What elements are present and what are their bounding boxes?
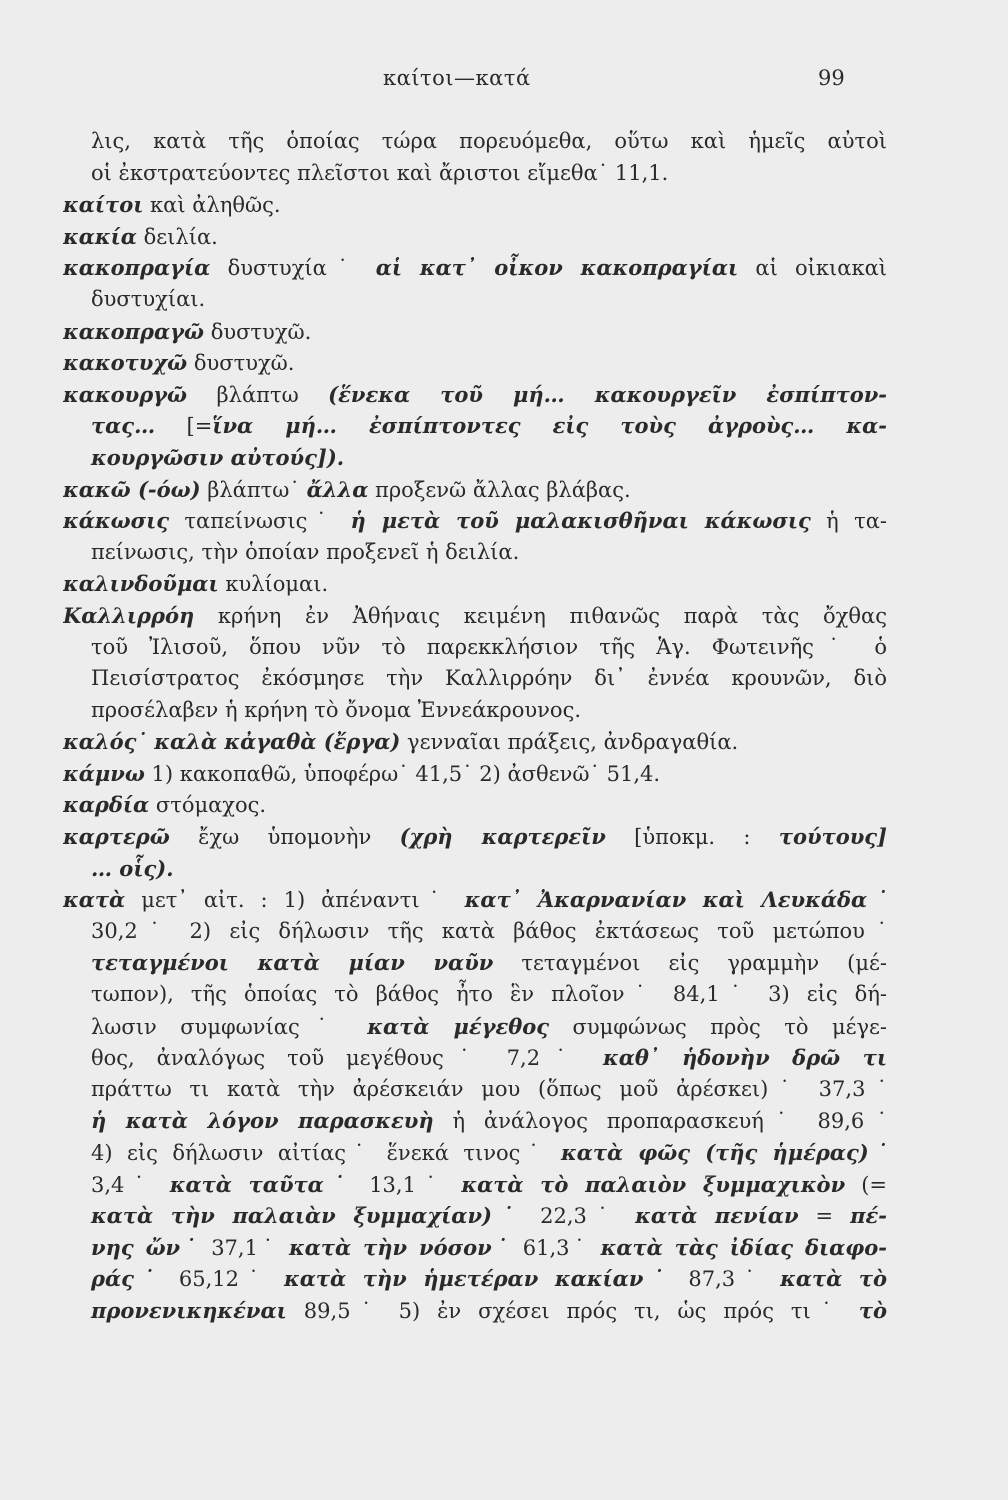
gloss-text: (= — [845, 1172, 887, 1197]
gloss-text: βλάπτω˙ — [200, 477, 307, 502]
text-line — [63, 1232, 887, 1264]
gloss-text: 1) κακοπαθῶ, ὑποφέρω˙ 41,5˙ 2) ἀσθενῶ˙ 51,4. — [144, 761, 661, 786]
gloss-text: 37,1˙ — [199, 1235, 290, 1260]
lemma-text: ἡ κατὰ λόγον παρασκευὴ — [91, 1108, 434, 1134]
gloss-text: Πεισίστρατος ἐκόσμησε τὴν Καλλιρρόην δι᾽ ἐννέα κρουνῶν, διὸ — [91, 666, 887, 691]
lemma-text: κακῶ (-όω) — [63, 476, 201, 502]
lemma-text: κακουργῶ — [63, 381, 188, 407]
gloss-text: 4) εἰς δήλωσιν αἰτίας˙ ἕνεκά τινος˙ — [91, 1141, 561, 1165]
running-title: καίτοι—κατά — [383, 66, 531, 90]
lemma-text: (ἕνεκα τοῦ μή… κακουργεῖν ἐσπίπτον- — [328, 381, 887, 407]
gloss-text: συμφώνως πρὸς τὸ μέγε- — [549, 1014, 887, 1039]
gloss-text: τοῦ Ἰλισοῦ, ὅπου νῦν τὸ παρεκκλήσιον τῆς Ἁγ. Φωτεινῆς˙ ὁ — [91, 634, 887, 659]
text-line — [63, 600, 887, 632]
lemma-text: κάμνω — [63, 760, 145, 786]
text-line — [63, 284, 887, 316]
lemma-text: … οἷς). — [91, 855, 174, 881]
text-line — [63, 1042, 887, 1074]
gloss-text: αἱ οἰκιακαὶ — [738, 256, 887, 281]
lemma-text: ἡ μετὰ τοῦ μαλακισθῆναι κάκωσις — [350, 508, 811, 534]
lemma-text: προνενικηκέναι — [91, 1297, 287, 1323]
gloss-text: [ὑποκμ. : — [605, 825, 779, 850]
lemma-text: καλινδοῦμαι — [63, 571, 219, 597]
gloss-text: καὶ ἀληθῶς. — [143, 193, 281, 218]
lemma-text: κακοπραγία — [63, 255, 211, 281]
text-line — [63, 758, 887, 790]
text-line — [63, 789, 887, 821]
gloss-text: λις, κατὰ τῆς ὁποίας τώρα πορευόμεθα, οὕτω καὶ ἡμεῖς αὐτοὶ — [91, 129, 887, 153]
gloss-text: βλάπτω — [187, 382, 329, 407]
lemma-text: νης ὤν˙ — [91, 1234, 200, 1260]
gloss-text: πράττω τι κατὰ τὴν ἀρέσκειάν μου (ὅπως μοῦ ἀρέσκει)˙ 37,3˙ — [91, 1076, 887, 1101]
gloss-text: 22,3˙ — [523, 1204, 636, 1229]
lemma-text: καθ᾽ ἡδονὴν δρῶ τι — [602, 1045, 887, 1071]
text-line — [63, 1137, 887, 1169]
text-line — [63, 726, 887, 758]
gloss-text: δυστυχία˙ — [210, 256, 376, 281]
lemma-text: ράς˙ — [91, 1266, 163, 1292]
lemma-text: κατὰ τὴν νόσον˙ — [289, 1234, 512, 1260]
gloss-text: κυλίομαι. — [218, 572, 329, 597]
lemma-text: τούτους] — [778, 824, 887, 850]
lemma-text: ἄλλα — [306, 476, 369, 502]
lemma-text: κατ᾽ Ἀκαρνανίαν καὶ Λευκάδα˙ — [464, 887, 887, 913]
lemma-text: αἱ κατ᾽ οἶκον κακοπραγίαι — [375, 255, 739, 281]
lemma-text: ἵνα μή… ἐσπίπτοντες εἰς τοὺς ἀγροὺς… κα- — [212, 413, 887, 439]
gloss-text: δυστυχίαι. — [91, 286, 206, 311]
gloss-text: ταπείνωσις˙ — [169, 509, 351, 534]
text-line — [63, 158, 887, 190]
lemma-text: τας… — [91, 413, 156, 439]
gloss-text: ἡ ἀνάλογος προπαρασκευή˙ 89,6˙ — [433, 1109, 887, 1134]
lemma-text: κατὰ πενίαν — [635, 1203, 799, 1229]
text-line — [63, 537, 887, 569]
text-line — [63, 1263, 887, 1295]
gloss-text: = — [798, 1204, 851, 1229]
gloss-text: μετ᾽ αἰτ. : 1) ἀπέναντι˙ — [125, 888, 465, 913]
page-number: 99 — [818, 66, 845, 90]
lemma-text: κάκωσις — [63, 508, 170, 534]
lemma-text: κουργῶσιν αὐτούς]). — [91, 444, 345, 470]
text-line — [63, 1169, 887, 1201]
page-body — [63, 126, 887, 1327]
lemma-text: κατὰ τὸ — [780, 1266, 887, 1292]
lemma-text: καρδία — [63, 792, 150, 818]
gloss-text: 13,1˙ — [353, 1172, 462, 1197]
gloss-text: κρήνη ἐν Ἀθήναις κειμένη πιθανῶς παρὰ τὰς ὄχθας — [194, 603, 887, 628]
text-line — [63, 632, 887, 664]
text-line — [63, 947, 887, 979]
lemma-text: κατὰ τὰς ἰδίας διαφο- — [600, 1234, 887, 1260]
gloss-text: τεταγμένοι εἰς γραμμὴν (μέ- — [493, 951, 887, 976]
gloss-text: 65,12˙ — [162, 1267, 284, 1292]
gloss-text: γενναῖαι πράξεις, ἀνδραγαθία. — [400, 730, 739, 755]
gloss-text: οἱ ἐκστρατεύοντες πλεῖστοι καὶ ἄριστοι εἴμεθα˙ 11,1. — [91, 160, 669, 185]
text-line — [63, 474, 887, 506]
gloss-text: προξενῶ ἄλλας βλάβας. — [368, 477, 631, 502]
lemma-text: κατὰ — [63, 887, 126, 913]
lemma-text: πέ- — [850, 1203, 887, 1229]
text-line — [63, 347, 887, 379]
text-line — [63, 126, 887, 158]
text-line — [63, 221, 887, 253]
lemma-text: κατὰ τὸ παλαιὸν ξυμμαχικὸν — [461, 1171, 846, 1197]
lemma-text: κατὰ φῶς (τῆς ἡμέρας)˙ — [560, 1140, 887, 1165]
text-line — [63, 316, 887, 348]
text-line — [63, 505, 887, 537]
lemma-text: κατὰ τὴν ἡμετέραν κακίαν˙ — [283, 1266, 673, 1292]
gloss-text: δυστυχῶ. — [204, 319, 312, 344]
text-line — [63, 1074, 887, 1106]
gloss-text: [= — [155, 414, 213, 439]
gloss-text: τωπον), τῆς ὁποίας τὸ βάθος ἦτο ἓν πλοῖον˙ 84,1˙ 3) εἰς δή- — [91, 982, 887, 1007]
text-line — [63, 1011, 887, 1043]
lemma-text: τὸ — [858, 1297, 887, 1323]
lemma-text: κατὰ μέγεθος — [367, 1013, 550, 1039]
text-line — [63, 410, 887, 442]
lemma-text: καίτοι — [63, 192, 144, 218]
text-line — [63, 189, 887, 221]
lemma-text: κατὰ ταῦτα˙ — [169, 1171, 354, 1197]
gloss-text: ἡ τα- — [810, 509, 887, 534]
gloss-text: 30,2˙ 2) εἰς δήλωσιν τῆς κατὰ βάθος ἐκτάσεως τοῦ μετώπου˙ — [91, 918, 887, 943]
gloss-text: στόμαχος. — [149, 793, 267, 818]
text-line — [63, 663, 887, 695]
text-line — [63, 379, 887, 411]
gloss-text: θος, ἀναλόγως τοῦ μεγέθους˙ 7,2˙ — [91, 1046, 603, 1071]
text-line — [63, 1295, 887, 1327]
text-line — [63, 884, 887, 916]
gloss-text: 87,3˙ — [672, 1267, 781, 1292]
text-line — [63, 695, 887, 727]
lemma-text: κακία — [63, 223, 137, 249]
text-line — [63, 252, 887, 284]
lemma-text: καρτερῶ — [63, 824, 170, 850]
text-line — [63, 979, 887, 1011]
gloss-text: ἔχω ὑπομονὴν — [169, 825, 400, 850]
gloss-text: 3,4˙ — [91, 1172, 170, 1197]
gloss-text: προσέλαβεν ἡ κρήνη τὸ ὄνομα Ἐννεάκρουνος. — [91, 697, 582, 722]
text-line — [63, 568, 887, 600]
text-line — [63, 1105, 887, 1137]
gloss-text: 89,5˙ 5) ἐν σχέσει πρός τι, ὡς πρός τι˙ — [286, 1298, 859, 1323]
gloss-text: πείνωσις, τὴν ὁποίαν προξενεῖ ἡ δειλία. — [91, 539, 520, 564]
text-line — [63, 1200, 887, 1232]
gloss-text: δυστυχῶ. — [187, 351, 295, 376]
text-line — [63, 916, 887, 948]
gloss-text: 61,3˙ — [511, 1235, 601, 1260]
lemma-text: Καλλιρρόη — [63, 602, 195, 628]
lemma-text: τεταγμένοι κατὰ μίαν ναῦν — [91, 950, 494, 976]
text-line — [63, 821, 887, 853]
lemma-text: κακοτυχῶ — [63, 350, 188, 376]
lemma-text: καλός˙ καλὰ κἀγαθὰ (ἔργα) — [63, 729, 401, 755]
text-line — [63, 442, 887, 474]
lemma-text: κατὰ τὴν παλαιὰν ξυμμαχίαν)˙ — [91, 1203, 524, 1229]
gloss-text: δειλία. — [136, 224, 218, 249]
lemma-text: (χρὴ καρτερεῖν — [399, 824, 606, 850]
page-header — [0, 66, 1008, 100]
gloss-text: λωσιν συμφωνίας˙ — [91, 1014, 368, 1039]
lemma-text: κακοπραγῶ — [63, 318, 205, 344]
text-line — [63, 853, 887, 885]
